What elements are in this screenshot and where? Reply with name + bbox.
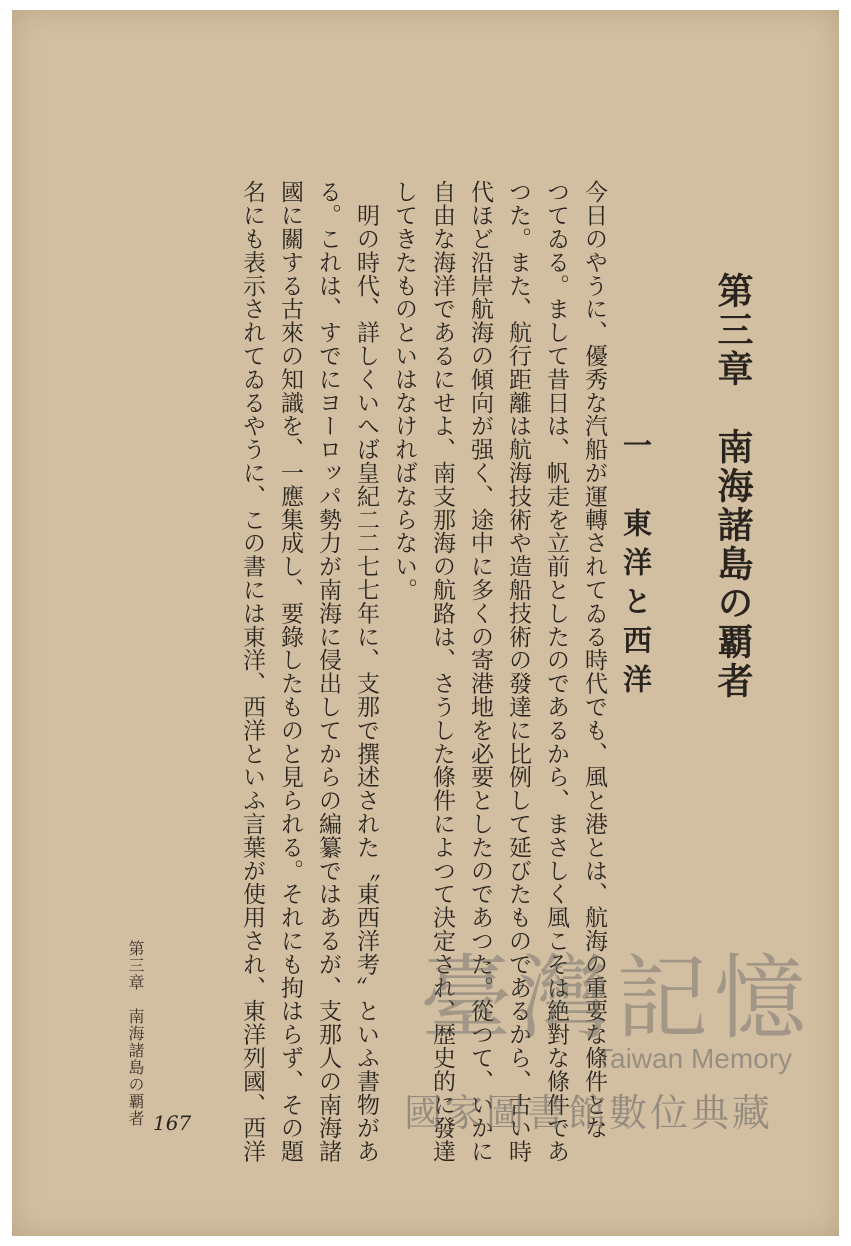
body-column: 代ほど沿岸航海の傾向が强く、途中に多くの寄港地を必要としたのであつた。從つて、いかに bbox=[467, 180, 493, 1163]
watermark-english: Taiwan Memory bbox=[596, 1043, 793, 1074]
body-column: 國に關する古來の知識を、一應集成し、要錄したものと見られる。それにも拘はらず、その題 bbox=[277, 180, 303, 1163]
chapter-title: 第三章 南海諸島の覇者 bbox=[712, 272, 754, 701]
body-column: 名にも表示されてゐるやうに、この書には東洋、西洋といふ言葉が使用され、東洋列國、西洋 bbox=[239, 180, 265, 1163]
body-column: 自由な海洋であるにせよ、南支那海の航路は、さうした條件によつて決定され、歴史的に發達 bbox=[429, 180, 455, 1163]
section-title: 一 東洋と西洋 bbox=[619, 430, 653, 703]
body-column: 明の時代、詳しくいへば皇紀二二七七年に、支那で撰述された〝東西洋考〟といふ書物があ bbox=[353, 180, 379, 1163]
watermark-chinese: 國家圖書館數位典藏 bbox=[404, 1091, 774, 1135]
page-number: 167 bbox=[153, 1111, 192, 1135]
running-head: 第三章 南海諸島の覇者 bbox=[126, 940, 145, 1127]
body-column: る。これは、すでにヨーロッパ勢力が南海に侵出してからの編纂ではあるが、支那人の南海諸 bbox=[315, 180, 341, 1163]
body-column: つた。また、航行距離は航海技術や造船技術の發達に比例して延びたものであるから、古い時 bbox=[505, 180, 531, 1163]
body-column: 今日のやうに、優秀な汽船が運轉されてゐる時代でも、風と港とは、航海の重要な條件とな bbox=[581, 180, 607, 1140]
body-column: つてゐる。まして昔日は、帆走を立前としたのであるから、まさしく風こそは絶對な條件であ bbox=[543, 180, 569, 1163]
watermark-calligraphy: 臺灣記憶 bbox=[420, 945, 813, 1052]
body-column: してきたものといはなければならない。 bbox=[391, 180, 417, 602]
